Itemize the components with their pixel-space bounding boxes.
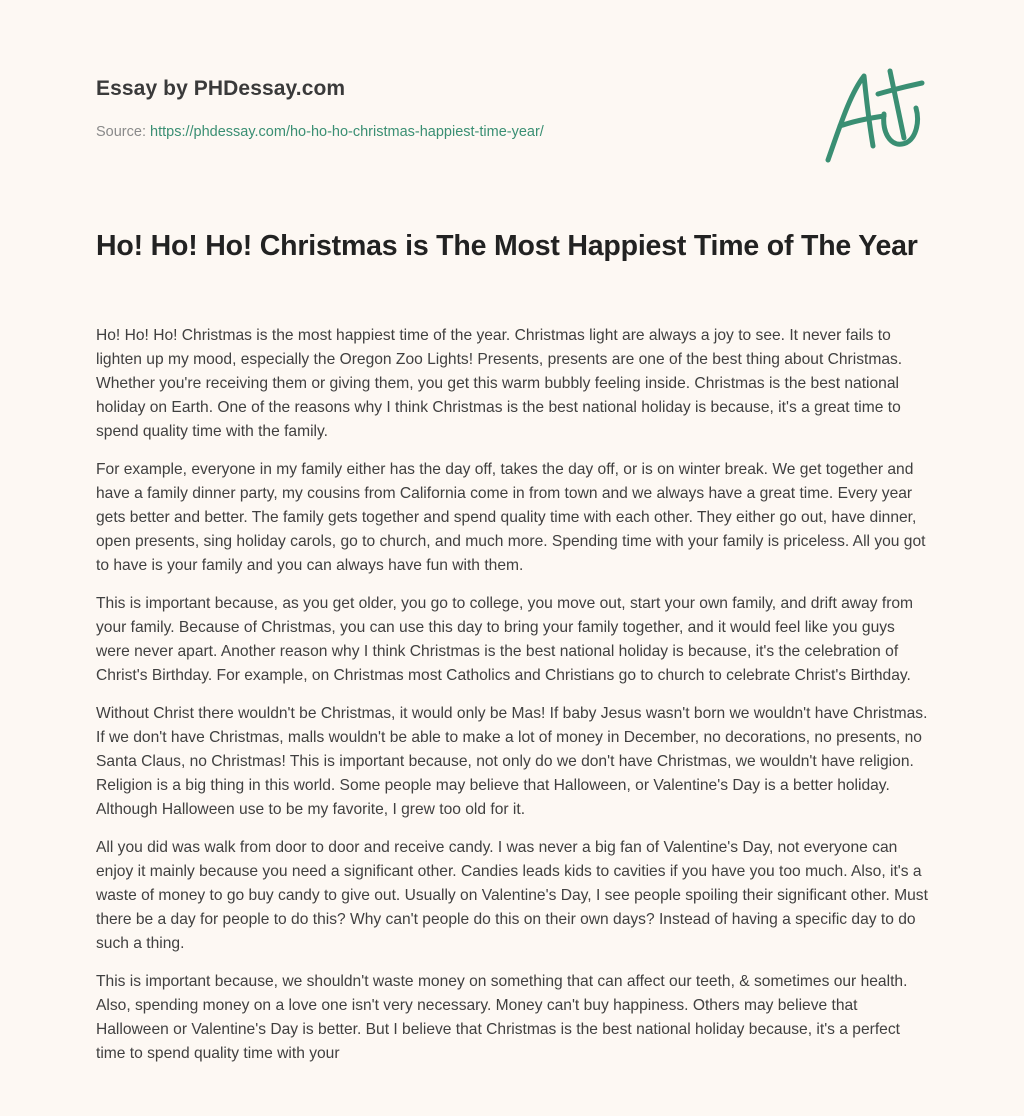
- essay-paragraph: This is important because, we shouldn't waste money on something that can affect our teeth, & sometimes our health. Also, spending money on a love one isn't very necessary. Money can't buy happiness. Others may believe that Halloween or Valentine's Day is better. But I believe that Christmas is the best national holiday because, it's a perfect time to spend quality time with your: [96, 973, 908, 1062]
- essay-body: [96, 324, 928, 1080]
- essay-paragraph: Ho! Ho! Ho! Christmas is the most happiest time of the year. Christmas light are always a joy to see. It never fails to lighten up my mood, especially the Oregon Zoo Lights! Presents, presents are one of the best thing about Christmas. Whether you're receiving them or giving them, you get this warm bubbly feeling inside. Christmas is the best national holiday on Earth. One of the reasons why I think Christmas is the best national holiday is because, it's a great time to spend quality time with the family.: [96, 327, 903, 440]
- essay-paragraph: Without Christ there wouldn't be Christmas, it would only be Mas! If baby Jesus wasn't born we wouldn't have Christmas. If we don't have Christmas, malls wouldn't be able to make a lot of money in December, no decorations, no presents, no Santa Claus, no Christmas! This is important because, not only do we don't have Christmas, we wouldn't have religion. Religion is a big thing in this world. Some people may believe that Halloween, or Valentine's Day is a better holiday. Although Halloween use to be my favorite, I grew too old for it.: [96, 705, 928, 818]
- page-header: [96, 0, 931, 190]
- source-label: Source:: [96, 124, 146, 140]
- site-brand: Essay by PHDessay.com: [96, 77, 346, 100]
- a-plus-logo-icon: [820, 66, 930, 166]
- essay-page: [96, 0, 931, 1062]
- essay-paragraph: This is important because, as you get older, you go to college, you move out, start your own family, and drift away from your family. Because of Christmas, you can use this day to bring your family together, and it would feel like you guys were never apart. Another reason why I think Christmas is the best national holiday is because, it's the celebration of Christ's Birthday. For example, on Christmas most Catholics and Christians go to church to celebrate Christ's Birthday.: [96, 595, 914, 684]
- essay-paragraph: All you did was walk from door to door and receive candy. I was never a big fan of Valentine's Day, not everyone can enjoy it mainly because you need a significant other. Candies leads kids to cavities if you have you too much. Also, it's a waste of money to go buy candy to give out. Usually on Valentine's Day, I see people spoiling their significant other. Must there be a day for people to do this? Why can't people do this on their own days? Instead of having a specific day to do such a thing.: [96, 839, 928, 952]
- essay-paragraph: For example, everyone in my family either has the day off, takes the day off, or is on winter break. We get together and have a family dinner party, my cousins from California come in from town and we always have a great time. Every year gets better and better. The family gets together and spend quality time with each other. They either go out, have dinner, open presents, sing holiday carols, go to church, and much more. Spending time with your family is priceless. All you got to have is your family and you can always have fun with them.: [96, 461, 926, 574]
- source-link[interactable]: https://phdessay.com/ho-ho-ho-christmas-happiest-time-year/: [150, 124, 544, 140]
- source-line: [96, 124, 544, 140]
- essay-title: Ho! Ho! Ho! Christmas is The Most Happiest Time of The Year: [96, 230, 918, 262]
